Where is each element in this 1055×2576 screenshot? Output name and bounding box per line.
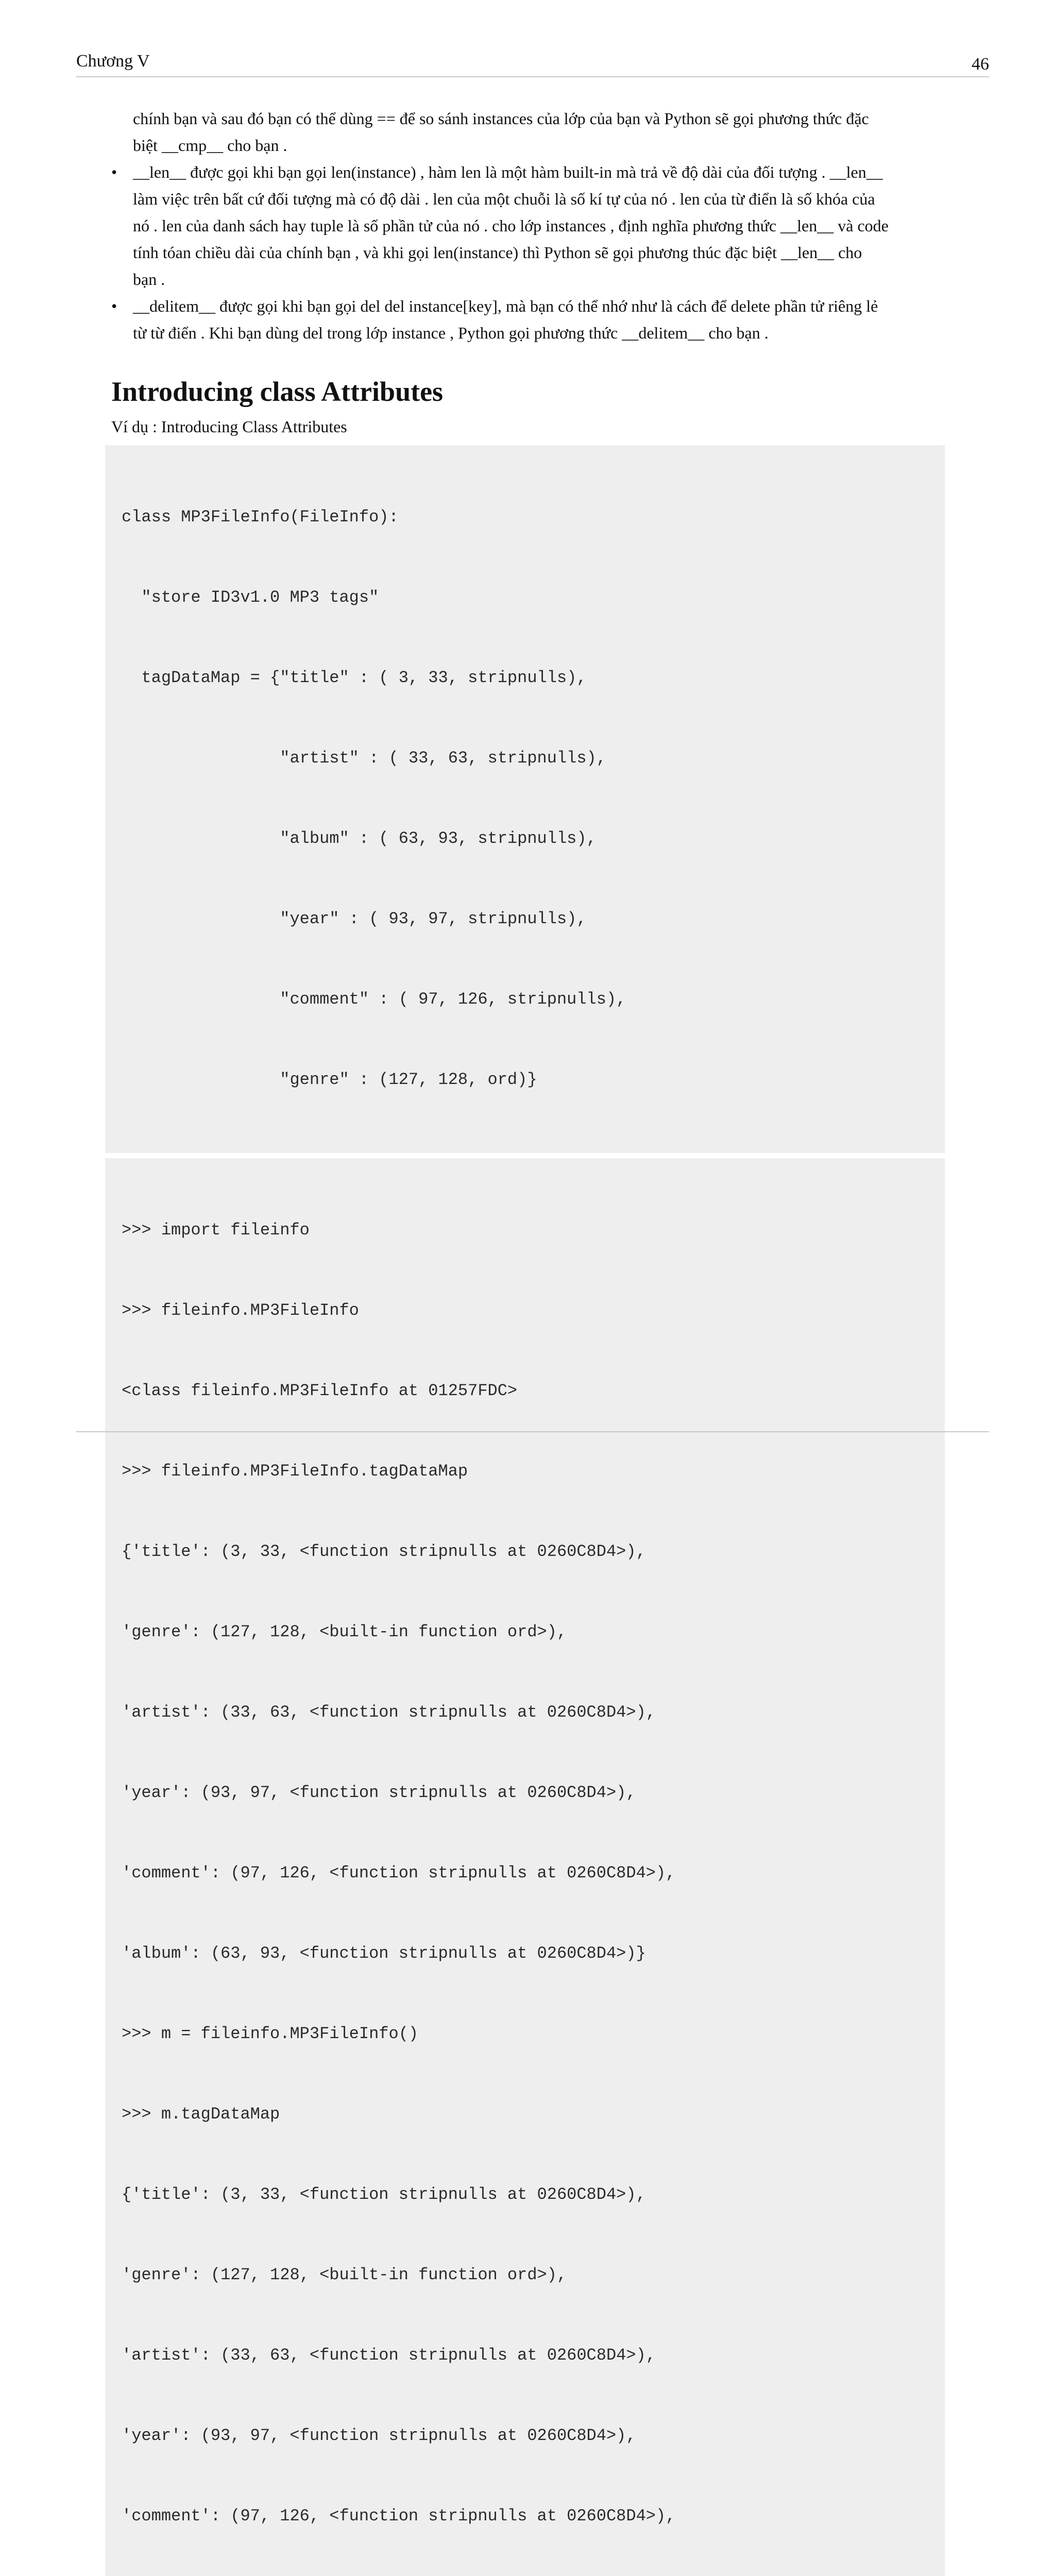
code-line: class MP3FileInfo(FileInfo): bbox=[122, 507, 399, 527]
list-item bbox=[111, 293, 956, 346]
code-line: "year" : ( 93, 97, stripnulls), bbox=[122, 909, 587, 928]
code-line: <class fileinfo.MP3FileInfo at 01257FDC> bbox=[122, 1381, 518, 1400]
chapter-label: Chương V bbox=[76, 52, 150, 71]
code-line: >>> m = fileinfo.MP3FileInfo() bbox=[122, 2024, 419, 2043]
list-item bbox=[111, 159, 956, 293]
text-line: tính tóan chiều dài của chính bạn , và khi gọi len(instance) thì Python sẽ gọi phương thúc đặc biệt __len__ cho bbox=[133, 243, 862, 262]
code-line: 'artist': (33, 63, <function stripnulls at 0260C8D4>), bbox=[122, 2346, 656, 2365]
bullet-icon: • bbox=[111, 163, 117, 181]
code-line: >>> fileinfo.MP3FileInfo bbox=[122, 1301, 359, 1320]
code-block-class-definition bbox=[105, 445, 945, 1153]
text-line: biệt __cmp__ cho bạn . bbox=[133, 136, 287, 155]
code-line: >>> m.tagDataMap bbox=[122, 2105, 280, 2124]
page-number: 46 bbox=[972, 55, 989, 74]
code-line: "album" : ( 63, 93, stripnulls), bbox=[122, 829, 597, 848]
text-line: chính bạn và sau đó bạn có thể dùng == để so sánh instances của lớp của bạn và Python sẽ gọi phương thức đặc bbox=[133, 109, 869, 128]
code-line: {'title': (3, 33, <function stripnulls at 0260C8D4>), bbox=[122, 1542, 646, 1561]
intro-continuation bbox=[133, 105, 956, 159]
code-line: 'genre': (127, 128, <built-in function ord>), bbox=[122, 2265, 567, 2284]
code-line: 'artist': (33, 63, <function stripnulls at 0260C8D4>), bbox=[122, 1703, 656, 1722]
code-block-interactive-session bbox=[105, 1158, 945, 2576]
code-line: tagDataMap = {"title" : ( 3, 33, stripnulls), bbox=[122, 668, 587, 687]
text-line: __delitem__ được gọi khi bạn gọi del del instance[key], mà bạn có thể nhớ như là cách để delete phần tử riêng lẻ bbox=[133, 297, 878, 315]
code-line: "store ID3v1.0 MP3 tags" bbox=[122, 588, 379, 607]
text-line: bạn . bbox=[133, 270, 165, 289]
text-line: từ từ điển . Khi bạn dùng del trong lớp instance , Python gọi phương thức __delitem__ cho bạn . bbox=[133, 324, 769, 342]
code-line: "comment" : ( 97, 126, stripnulls), bbox=[122, 990, 626, 1009]
text-line: __len__ được gọi khi bạn gọi len(instance) , hàm len là một hàm built-in mà trả về độ dài của đối tượng . __len__ bbox=[133, 163, 883, 181]
footer-divider bbox=[76, 1431, 989, 1432]
code-line: 'comment': (97, 126, <function stripnulls at 0260C8D4>), bbox=[122, 2506, 676, 2526]
code-line: >>> fileinfo.MP3FileInfo.tagDataMap bbox=[122, 1462, 468, 1481]
bullet-icon: • bbox=[111, 297, 117, 315]
text-line: làm việc trên bất cứ đối tượng mà có độ dài . len của một chuỗi là số kí tự của nó . len của từ điển là số khóa của bbox=[133, 190, 875, 208]
code-line: 'year': (93, 97, <function stripnulls at 0260C8D4>), bbox=[122, 2426, 636, 2445]
code-line: 'album': (63, 93, <function stripnulls at 0260C8D4>)} bbox=[122, 1944, 646, 1963]
code-line: "artist" : ( 33, 63, stripnulls), bbox=[122, 749, 606, 768]
text-line: nó . len của danh sách hay tuple là số phần tử của nó . cho lớp instances , định nghĩa phương thức __len__ và code bbox=[133, 216, 889, 235]
code-line: 'comment': (97, 126, <function stripnulls at 0260C8D4>), bbox=[122, 1863, 676, 1883]
code-line: 'genre': (127, 128, <built-in function ord>), bbox=[122, 1622, 567, 1641]
section-title: Introducing class Attributes bbox=[111, 376, 444, 407]
code-line: "genre" : (127, 128, ord)} bbox=[122, 1070, 537, 1089]
example-caption: Ví dụ : Introducing Class Attributes bbox=[111, 417, 347, 436]
page-header bbox=[76, 49, 989, 77]
code-line: 'year': (93, 97, <function stripnulls at 0260C8D4>), bbox=[122, 1783, 636, 1802]
page-content bbox=[111, 105, 956, 2576]
code-line: {'title': (3, 33, <function stripnulls at 0260C8D4>), bbox=[122, 2185, 646, 2204]
code-line: >>> import fileinfo bbox=[122, 1221, 310, 1240]
bullet-list-top bbox=[111, 159, 956, 346]
